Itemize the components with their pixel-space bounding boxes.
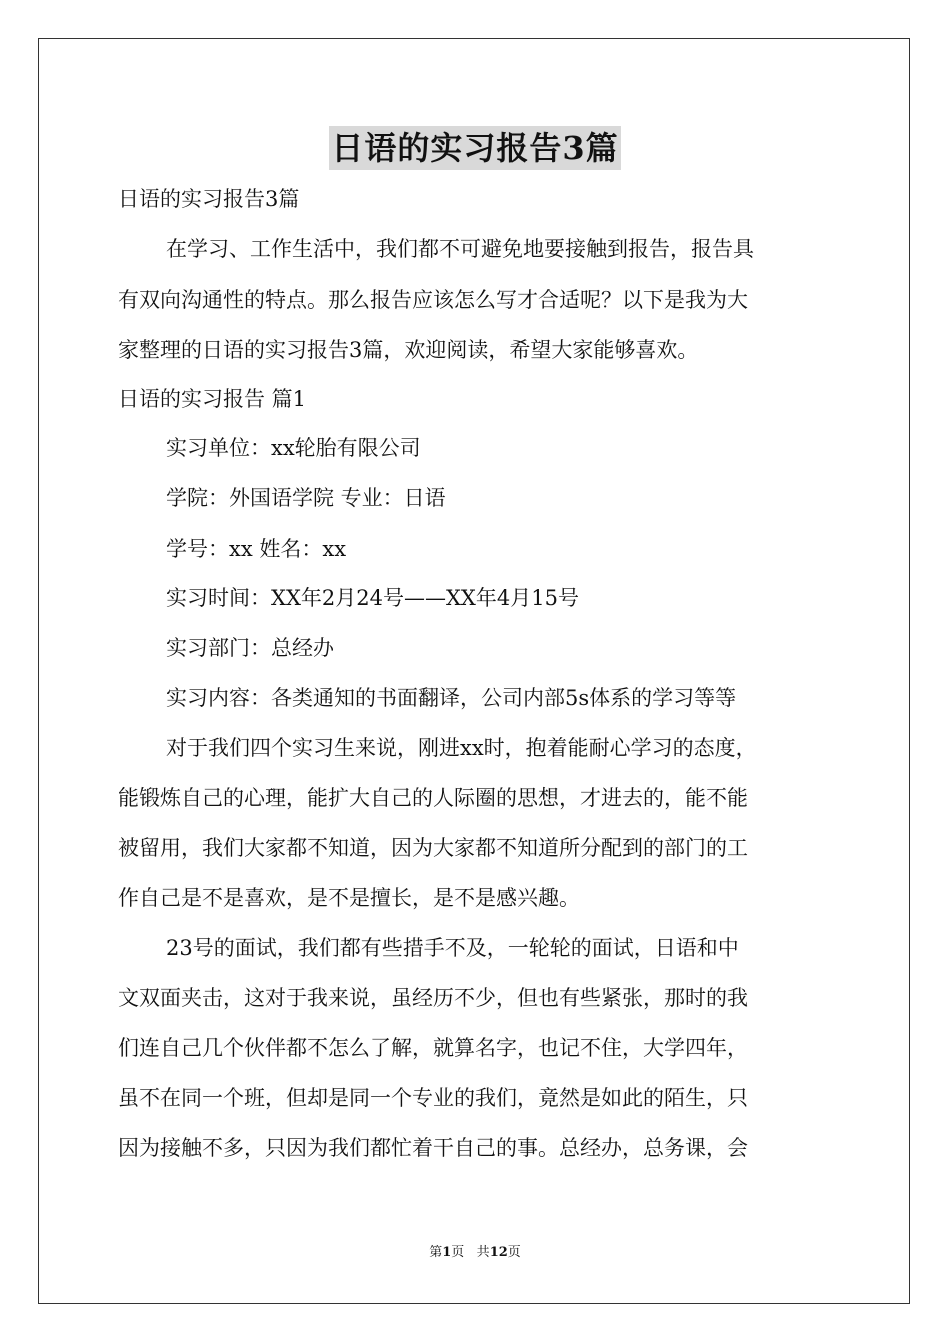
paragraph-line: 文双面夹击，这对于我来说，虽经历不少，但也有些紧张，那时的我 [118, 986, 748, 1010]
paragraph-line: 对于我们四个实习生来说，刚进xx时，抱着能耐心学习的态度， [166, 736, 757, 760]
info-line: 实习单位：xx轮胎有限公司 [166, 436, 421, 460]
footer-total-prefix: 共 [476, 1245, 490, 1260]
title-wrap [0, 126, 950, 170]
paragraph-line: 在学习、工作生活中，我们都不可避免地要接触到报告，报告具 [166, 237, 754, 261]
page-border [38, 38, 910, 1304]
footer-prefix: 第 [429, 1245, 443, 1260]
paragraph-line: 有双向沟通性的特点。那么报告应该怎么写才合适呢？以下是我为大 [118, 288, 748, 312]
info-line: 实习时间：XX年2月24号——XX年4月15号 [166, 586, 579, 610]
paragraph-line: 23号的面试，我们都有些措手不及，一轮轮的面试，日语和中 [166, 936, 739, 960]
paragraph-line: 因为接触不多，只因为我们都忙着干自己的事。总经办，总务课，会 [118, 1136, 748, 1160]
page-footer [0, 1244, 950, 1262]
footer-page-word: 页 [451, 1245, 465, 1260]
footer-current-page: 1 [442, 1245, 452, 1260]
paragraph-line: 虽不在同一个班，但却是同一个专业的我们，竟然是如此的陌生，只 [118, 1086, 748, 1110]
document-title: 日语的实习报告3篇 [329, 126, 620, 170]
paragraph-line: 作自己是不是喜欢，是不是擅长，是不是感兴趣。 [118, 886, 580, 910]
info-line: 实习内容：各类通知的书面翻译，公司内部5s体系的学习等等 [166, 686, 737, 710]
info-line: 学院：外国语学院 专业：日语 [166, 486, 446, 510]
paragraph-line: 家整理的日语的实习报告3篇，欢迎阅读，希望大家能够喜欢。 [118, 338, 699, 362]
footer-total-suffix: 页 [507, 1245, 521, 1260]
subtitle-line: 日语的实习报告3篇 [118, 187, 300, 211]
section-heading: 日语的实习报告 篇1 [118, 387, 307, 411]
paragraph-line: 被留用，我们大家都不知道，因为大家都不知道所分配到的部门的工 [118, 836, 748, 860]
paragraph-line: 们连自己几个伙伴都不怎么了解，就算名字，也记不住，大学四年， [118, 1036, 748, 1060]
paragraph-line: 能锻炼自己的心理，能扩大自己的人际圈的思想，才进去的，能不能 [118, 786, 748, 810]
info-line: 学号：xx 姓名：xx [166, 537, 347, 561]
footer-total-pages: 12 [489, 1245, 508, 1260]
info-line: 实习部门：总经办 [166, 636, 334, 660]
